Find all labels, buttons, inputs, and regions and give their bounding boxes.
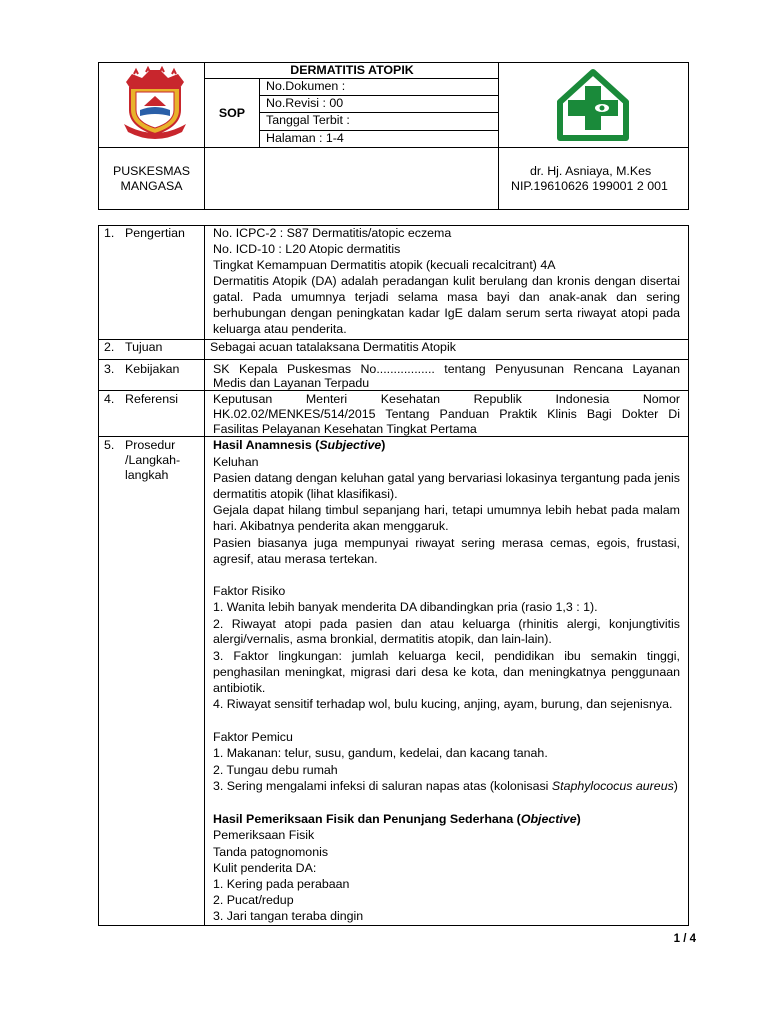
risiko-line: 4. Riwayat sensitif terhadap wol, bulu kucing, anjing, ayam, burung, dan sejenisnya. — [213, 697, 673, 711]
body-border-left — [98, 225, 99, 926]
institution-name: MANGASA — [120, 179, 183, 193]
institution-name: PUSKESMAS — [112, 164, 191, 178]
risiko-line: antibiotik. — [213, 681, 266, 695]
signatory-nip: NIP.19610626 199001 2 001 — [511, 179, 668, 193]
anamnesis-heading: Hasil Anamnesis (Subjective) — [213, 438, 386, 452]
body-row-line — [98, 359, 689, 360]
fisik-heading: Hasil Pemeriksaan Fisik dan Penunjang Sederhana (Objective) — [213, 812, 581, 826]
header-divider-1 — [204, 62, 205, 210]
definition-line: berhubungan dengan peningkatan kadar IgE dalam serum serta riwayat atopi pada — [213, 306, 680, 320]
section-label-tujuan: Tujuan — [125, 340, 163, 354]
header-row-line — [98, 147, 689, 148]
keluhan-line: hari. Akibatnya penderita akan menggaruk. — [213, 519, 449, 533]
page-number: 1 / 4 — [673, 933, 696, 945]
section-number: 2. — [104, 340, 115, 354]
keluhan-heading: Keluhan — [213, 455, 259, 469]
header-divider-2 — [498, 62, 499, 210]
revision-field: No.Revisi : 00 — [266, 96, 344, 110]
body-border-right — [688, 225, 689, 926]
keluhan-line: Gejala dapat hilang timbul sepanjang hari, tetapi umumnya lebih hebat pada malam — [213, 503, 680, 517]
puskesmas-cross-icon — [556, 68, 630, 142]
risiko-line: 3. Faktor lingkungan: jumlah keluarga kecil, pendidikan ibu semakin tinggi, — [213, 649, 680, 663]
fisik-line: Pemeriksaan Fisik — [213, 828, 315, 842]
city-crest-icon — [120, 66, 190, 142]
pemicu-line: 2. Tungau debu rumah — [213, 763, 338, 777]
header-border-right — [688, 62, 689, 210]
section-label-referensi: Referensi — [125, 392, 179, 406]
icd-code: No. ICD-10 : L20 Atopic dermatitis — [213, 242, 401, 256]
risiko-line: penghasilan meningkat, migrasi dari desa ke kota, dan meningkatnya penggunaan — [213, 665, 680, 679]
risiko-line: 2. Riwayat atopi pada pasien dan atau keluarga (rhinitis alergi, konjungtivitis — [213, 617, 680, 631]
header-border-bottom — [98, 209, 689, 210]
document-title: DERMATITIS ATOPIK — [290, 63, 414, 77]
body-row-line — [98, 390, 689, 391]
risiko-line: 1. Wanita lebih banyak menderita DA dibandingkan pria (rasio 1,3 : 1). — [213, 600, 598, 614]
pemicu-line: 3. Sering mengalami infeksi di saluran napas atas (kolonisasi Staphylococus aureus) — [213, 779, 678, 793]
doc-number-field: No.Dokumen : — [266, 79, 346, 93]
fisik-line: Kulit penderita DA: — [213, 861, 317, 875]
pemicu-line: 1. Makanan: telur, susu, gandum, kedelai, dan kacang tanah. — [213, 746, 548, 760]
body-border-bottom — [98, 925, 689, 926]
kebijakan-line: SK Kepala Puskesmas No................. tentang Penyusunan Rencana Layanan — [213, 362, 680, 376]
referensi-line: Keputusan Menteri Kesehatan Republik Indonesia Nomor — [213, 392, 680, 406]
referensi-line: Fasilitas Pelayanan Kesehatan Tingkat Pertama — [213, 422, 477, 436]
fisik-line: Tanda patognomonis — [213, 845, 329, 859]
section-number: 3. — [104, 362, 115, 376]
sop-label: SOP — [218, 106, 246, 120]
signatory-name: dr. Hj. Asniaya, M.Kes — [530, 164, 652, 178]
definition-line: gatal. Pada umumnya terjadi selama masa bayi dan anak-anak dan sering — [213, 290, 680, 304]
section-label-prosedur: Prosedur — [125, 438, 176, 452]
icpc-code: No. ICPC-2 : S87 Dermatitis/atopic eczema — [213, 226, 452, 240]
definition-line: Dermatitis Atopik (DA) adalah peradangan kulit berulang dan kronis dengan disertai — [213, 274, 680, 288]
body-column-divider — [204, 225, 205, 926]
section-label-pengertian: Pengertian — [125, 226, 185, 240]
referensi-line: HK.02.02/MENKES/514/2015 Tentang Panduan Praktik Klinis Bagi Dokter Di — [213, 407, 680, 421]
fisik-line: 3. Jari tangan teraba dingin — [213, 909, 364, 923]
faktor-risiko-heading: Faktor Risiko — [213, 584, 286, 598]
risiko-line: alergi/vernalis, asma bronkial, dermatitis atopik, dan lain-lain). — [213, 632, 552, 646]
tujuan-text: Sebagai acuan tatalaksana Dermatitis Atopik — [210, 340, 456, 354]
keluhan-line: dermatitis atopik (lihat klasifikasi). — [213, 487, 398, 501]
section-number: 1. — [104, 226, 115, 240]
section-label-prosedur: langkah — [125, 468, 169, 482]
fisik-line: 1. Kering pada perabaan — [213, 877, 350, 891]
competency-level: Tingkat Kemampuan Dermatitis atopik (kecuali recalcitrant) 4A — [213, 258, 556, 272]
section-number: 5. — [104, 438, 115, 452]
fisik-line: 2. Pucat/redup — [213, 893, 294, 907]
section-number: 4. — [104, 392, 115, 406]
section-label-kebijakan: Kebijakan — [125, 362, 180, 376]
issue-date-field: Tanggal Terbit : — [266, 113, 350, 127]
page-range-field: Halaman : 1-4 — [266, 131, 344, 145]
faktor-pemicu-heading: Faktor Pemicu — [213, 730, 293, 744]
keluhan-line: agresif, atau merasa tertekan. — [213, 552, 378, 566]
kebijakan-line: Medis dan Layanan Terpadu — [213, 376, 370, 390]
section-label-prosedur: /Langkah- — [125, 453, 181, 467]
keluhan-line: Pasien biasanya juga mempunyai riwayat sering merasa cemas, egois, frustasi, — [213, 536, 680, 550]
definition-line: keluarga atau penderita. — [213, 322, 347, 336]
keluhan-line: Pasien datang dengan keluhan gatal yang bervariasi lokasinya tergantung pada jenis — [213, 471, 680, 485]
header-row-line — [204, 78, 499, 79]
header-divider-3 — [259, 78, 260, 148]
